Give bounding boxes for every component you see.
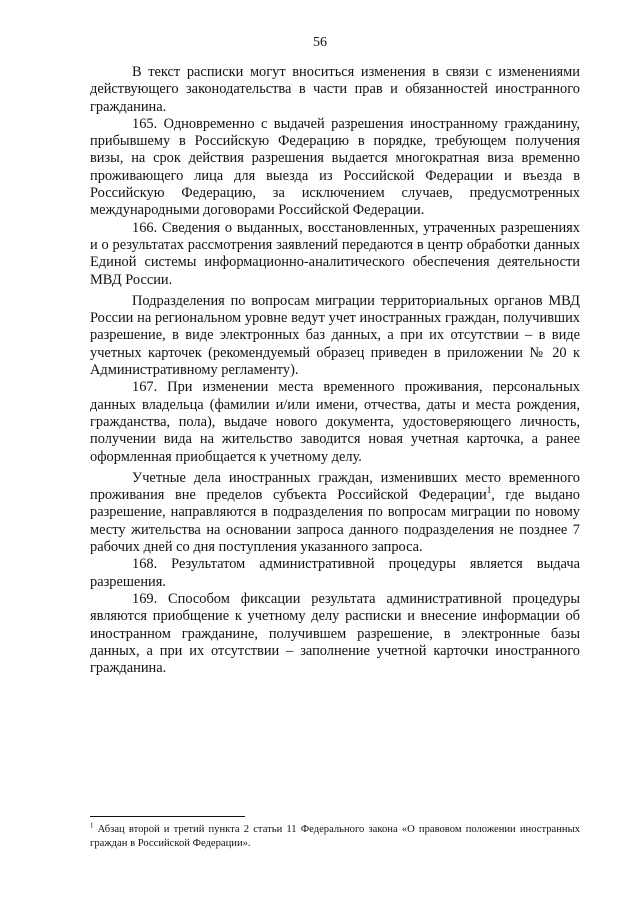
footnote-marker: 1 — [90, 821, 94, 830]
footnote — [90, 823, 580, 851]
paragraph-account-files-end: , где выдано разрешение, направляются в подразделения по вопросам миграции по новому месту жительства на основании запроса данного подразделения не позднее 7 рабочих дней со дня поступления указанного запроса. — [90, 487, 580, 556]
paragraph-169: 169. Способом фиксации результата административной процедуры являются приобщение к учетному делу расписки и внесение информации об иностранном гражданине, получившем разрешение, в электронные базы данных, а при их отсутствии – заполнение учетной карточки иностранного гражданина. — [90, 590, 580, 677]
footnote-reference[interactable]: 1 — [486, 485, 492, 496]
page-number: 56 — [313, 35, 327, 50]
paragraph-165: 165. Одновременно с выдачей разрешения иностранному гражданину, прибывшему в Российскую Федерацию в порядке, требующем получения визы, на срок действия разрешения выдается многократная виза временно проживающего лица для выезда из Российской Федерации и въезда в Российскую Федерацию, за исключением случаев, предусмотренных международными договорами Российской Федерации. — [90, 115, 580, 219]
paragraph-account-files — [90, 470, 580, 556]
paragraph-account-files-start: Учетные дела иностранных граждан, изменивших место временного проживания вне пределов субъекта Российской Федерации — [90, 469, 580, 504]
footnote-text: Абзац второй и третий пункта 2 статьи 11 Федерального закона «О правовом положении иностранных граждан в Российской Федерации». — [90, 824, 580, 849]
document-body — [90, 64, 580, 677]
paragraph-167: 167. При изменении места временного проживания, персональных данных владельца (фамилии и/или имени, отчества, даты и места рождения, гражданства, пола), выдаче нового документа, удостоверяющего личность, получении вида на жительство заводится новая учетная карточка, а ранее оформленная приобщается к учетному делу. — [90, 379, 580, 465]
paragraph-168: 168. Результатом административной процедуры является выдача разрешения. — [90, 556, 580, 590]
paragraph-166: 166. Сведения о выданных, восстановленных, утраченных разрешениях и о результатах рассмотрения заявлений передаются в центр обработки данных Единой системы информационно-аналитического обеспечения деятельности МВД России. — [90, 219, 580, 288]
paragraph-migration-units: Подразделения по вопросам миграции территориальных органов МВД России на региональном уровне ведут учет иностранных граждан, получивших разрешение, в виде электронных баз данных, а при их отсутствии – в виде учетных карточек (рекомендуемый образец приведен в приложении № 20 к Административному регламенту). — [90, 292, 580, 379]
footnote-separator — [90, 816, 245, 817]
paragraph-receipt-changes: В текст расписки могут вноситься изменения в связи с изменениями действующего законодательства в части прав и обязанностей иностранного гражданина. — [90, 64, 580, 115]
